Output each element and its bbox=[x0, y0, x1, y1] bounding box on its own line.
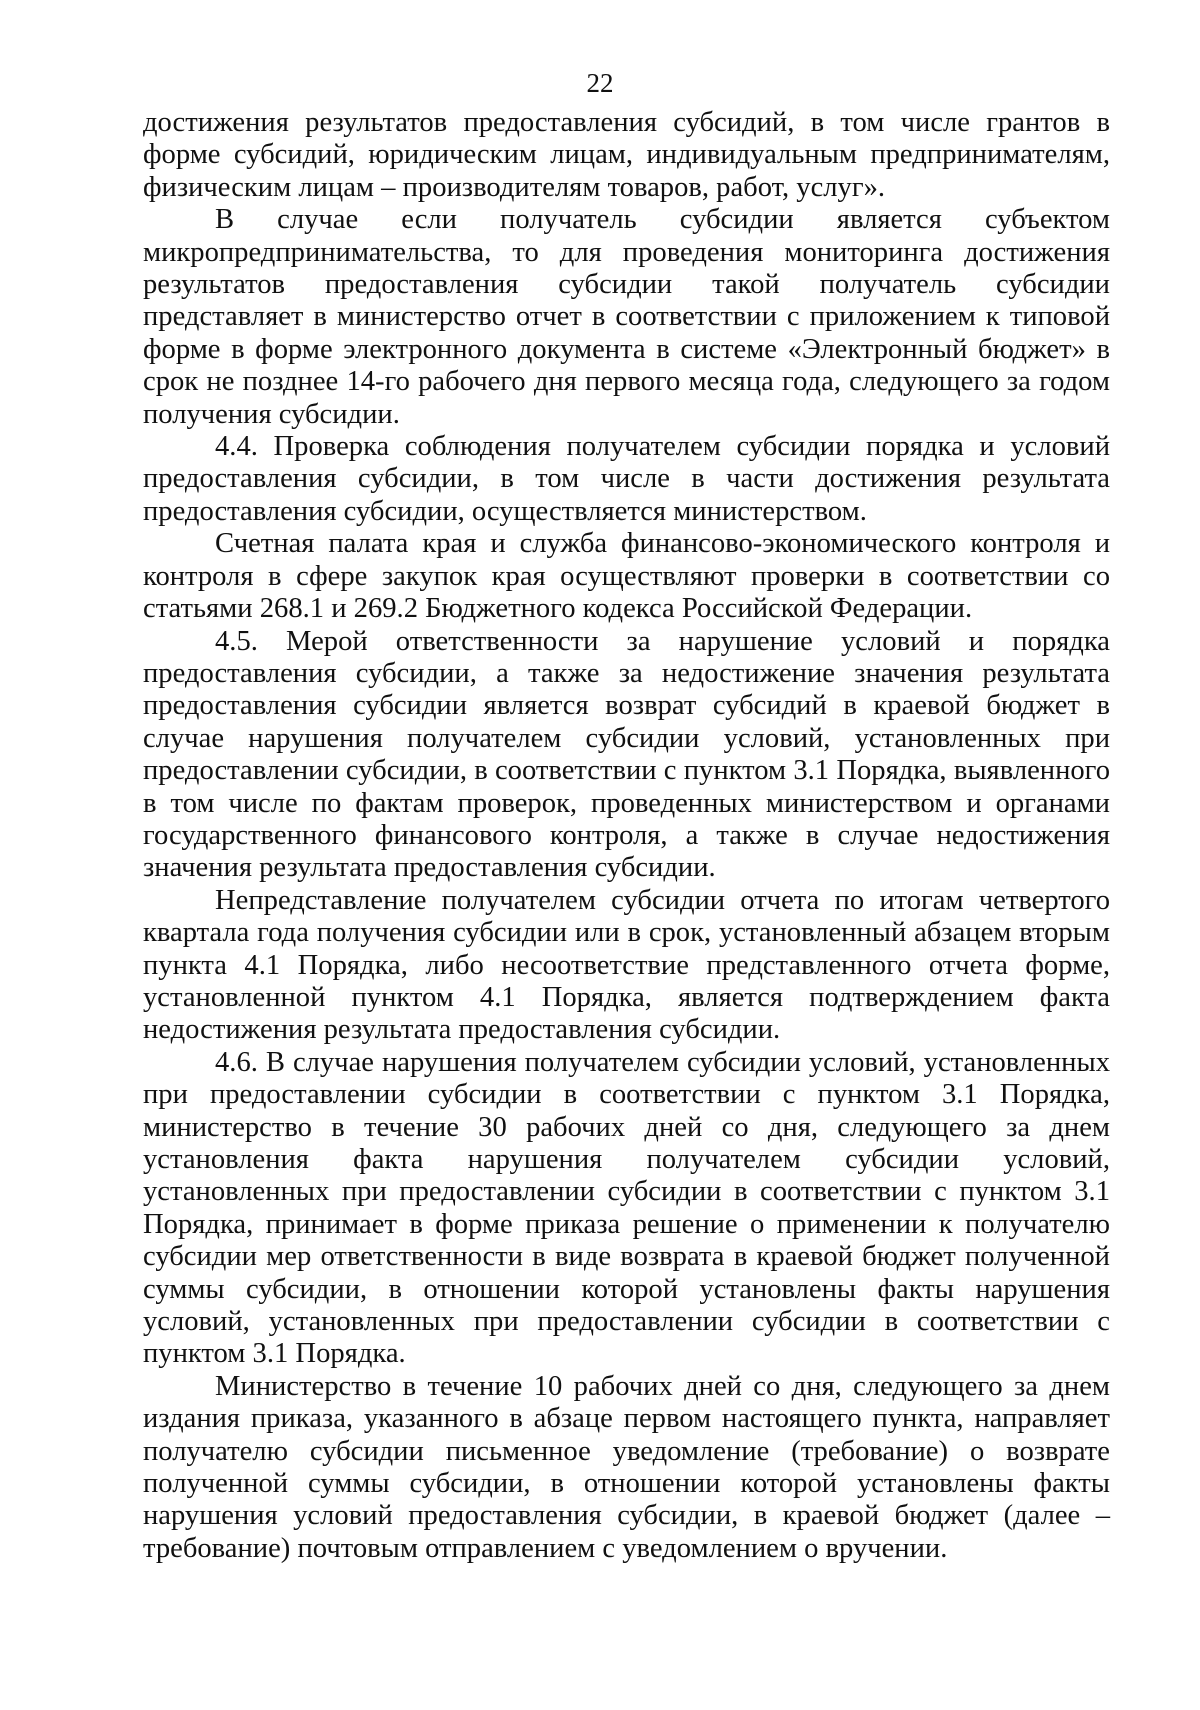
paragraph-audit-chamber: Счетная палата края и служба финансово-экономического контроля и контроля в сфере закупок края осуществляют проверки в соответствии со статьями 268.1 и 269.2 Бюджетного кодекса Российской Федерации. bbox=[143, 528, 1110, 625]
document-body bbox=[143, 107, 1110, 1565]
paragraph-report-nonsubmission: Непредставление получателем субсидии отчета по итогам четвертого квартала года получения субсидии или в срок, установленный абзацем вторым пункта 4.1 Порядка, либо несоответствие представленного отчета форме, установленной пунктом 4.1 Порядка, является подтверждением факта недостижения результата предоставления субсидии. bbox=[143, 884, 1110, 1046]
paragraph-4-5: 4.5. Мерой ответственности за нарушение условий и порядка предоставления субсидии, а также за недостижение значения результата предоставления субсидии является возврат субсидий в краевой бюджет в случае нарушения получателем субсидии условий, установленных при предоставлении субсидии, в соответствии с пунктом 3.1 Порядка, выявленного в том числе по фактам проверок, проведенных министерством и органами государственного финансового контроля, а также в случае недостижения значения результата предоставления субсидии. bbox=[143, 625, 1110, 884]
paragraph-continuation: достижения результатов предоставления субсидий, в том числе грантов в форме субсидий, юридическим лицам, индивидуальным предпринимателям, физическим лицам – производителям товаров, работ, услуг». bbox=[143, 107, 1110, 203]
paragraph-4-6: 4.6. В случае нарушения получателем субсидии условий, установленных при предоставлении субсидии в соответствии с пунктом 3.1 Порядка, министерство в течение 30 рабочих дней со дня, следующего за днем установления факта нарушения получателем субсидии условий, установленных при предоставлении субсидии в соответствии с пунктом 3.1 Порядка, принимает в форме приказа решение о применении к получателю субсидии мер ответственности в виде возврата в краевой бюджет полученной суммы субсидии, в отношении которой установлены факты нарушения условий, установленных при предоставлении субсидии в соответствии с пунктом 3.1 Порядка. bbox=[143, 1046, 1110, 1370]
paragraph-microenterprise-report: В случае если получатель субсидии является субъектом микропредпринимательства, то для проведения мониторинга достижения результатов предоставления субсидии такой получатель субсидии представляет в министерство отчет в соответствии с приложением к типовой форме в форме электронного документа в системе «Электронный бюджет» в срок не позднее 14-го рабочего дня первого месяца года, следующего за годом получения субсидии. bbox=[143, 204, 1110, 430]
paragraph-ministry-notice: Министерство в течение 10 рабочих дней со дня, следующего за днем издания приказа, указанного в абзаце первом настоящего пункта, направляет получателю субсидии письменное уведомление (требование) о возврате полученной суммы субсидии, в отношении которой установлены факты нарушения условий предоставления субсидии, в краевой бюджет (далее – требование) почтовым отправлением с уведомлением о вручении. bbox=[143, 1370, 1110, 1564]
paragraph-4-4: 4.4. Проверка соблюдения получателем субсидии порядка и условий предоставления субсидии, в том числе в части достижения результата предоставления субсидии, осуществляется министерством. bbox=[143, 431, 1110, 527]
page-number: 22 bbox=[586, 68, 614, 98]
